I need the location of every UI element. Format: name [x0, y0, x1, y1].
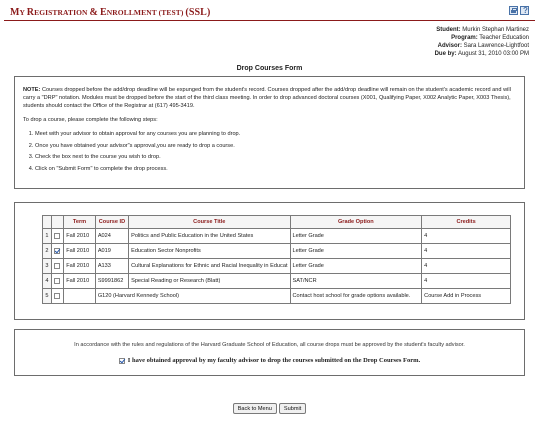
advisor-name: Sara Lawrence-Lightfoot — [463, 43, 529, 49]
submit-button[interactable]: Submit — [279, 403, 306, 414]
page-header — [4, 3, 535, 21]
table-row: 4 Fall 2010 S9991862 Special Reading or Research (Blatt) SAT/NCR 4 — [43, 274, 511, 289]
steps-list — [23, 130, 516, 173]
header-term: Term — [64, 216, 96, 229]
table-row: 3 Fall 2010 A133 Cultural Explanations for Ethnic and Racial Inequality in Educat Letter Grade 4 — [43, 259, 511, 274]
table-row: 2 Fall 2010 A019 Education Sector Nonprofits Letter Grade 4 — [43, 244, 511, 259]
header-course-title: Course Title — [129, 216, 290, 229]
form-buttons — [0, 403, 539, 414]
header-select — [51, 216, 63, 229]
courses-panel — [14, 202, 525, 320]
approval-text: In accordance with the rules and regulations of the Harvard Graduate School of Education, all course drops must be approved by the student's faculty advisor. — [74, 342, 465, 348]
note-paragraph: NOTE: Courses dropped before the add/drop deadline will be expunged from the student's record. Courses dropped after the add/drop deadline will remain on the student's academic record and will carry a "DRP" notation. Modules must be dropped before the start of the third class meeting. In order to drop advanced doctoral courses (X001, Qualifying Paper, X002 Analytic Paper, X003 Thesis), students should contact the Office of the Registrar at (617) 495-3419. — [23, 87, 511, 109]
program-name: Teacher Education — [479, 35, 529, 41]
student-info: Student: Murkin Stephan Martinez Program: Teacher Education Advisor: Sara Lawrence-Lightfoot Due by: August 31, 2010 03:00 PM — [434, 27, 529, 57]
header-course-id: Course ID — [95, 216, 128, 229]
table-row: 1 Fall 2010 A024 Politics and Public Education in the United States Letter Grade 4 — [43, 229, 511, 244]
header-num — [43, 216, 52, 229]
step-item: 4. Click on "Submit Form" to complete the drop process. — [35, 165, 516, 173]
table-row: 5 G120 (Harvard Kennedy School) Contact host school for grade options available. Course Add in Process — [43, 289, 511, 304]
approval-label[interactable]: I have obtained approval by my faculty advisor to drop the courses submitted on the Drop Courses Form. — [127, 357, 421, 364]
approval-row — [15, 357, 524, 364]
header-grade-option: Grade Option — [290, 216, 422, 229]
print-icon[interactable] — [509, 6, 518, 15]
drop-checkbox[interactable] — [54, 278, 60, 284]
approval-checkbox[interactable] — [119, 358, 125, 364]
approval-panel — [14, 329, 525, 376]
drop-checkbox[interactable] — [54, 233, 60, 239]
due-date: August 31, 2010 03:00 PM — [457, 51, 529, 57]
app-title: MY REGISTRATION & ENROLLMENT (TEST) (SSL) — [10, 7, 211, 18]
help-icon[interactable] — [520, 6, 529, 15]
step-item: 3. Check the box next to the course you wish to drop. — [35, 153, 516, 161]
notice-box — [14, 76, 525, 189]
courses-table — [42, 215, 511, 304]
steps-intro: To drop a course, please complete the following steps: — [23, 117, 158, 123]
header-credits: Credits — [422, 216, 511, 229]
step-item: 1. Meet with your advisor to obtain approval for any courses you are planning to drop. — [35, 130, 516, 138]
table-header-row — [43, 216, 511, 229]
step-item: 2. Once you have obtained your advisor"s approval,you are ready to drop a course. — [35, 142, 516, 150]
drop-checkbox[interactable] — [54, 248, 60, 254]
drop-checkbox[interactable] — [54, 263, 60, 269]
form-title: Drop Courses Form — [236, 65, 303, 72]
drop-checkbox[interactable] — [54, 293, 60, 299]
header-tools — [509, 6, 529, 15]
back-to-menu-button[interactable]: Back to Menu — [233, 403, 277, 414]
student-name: Murkin Stephan Martinez — [462, 27, 529, 33]
